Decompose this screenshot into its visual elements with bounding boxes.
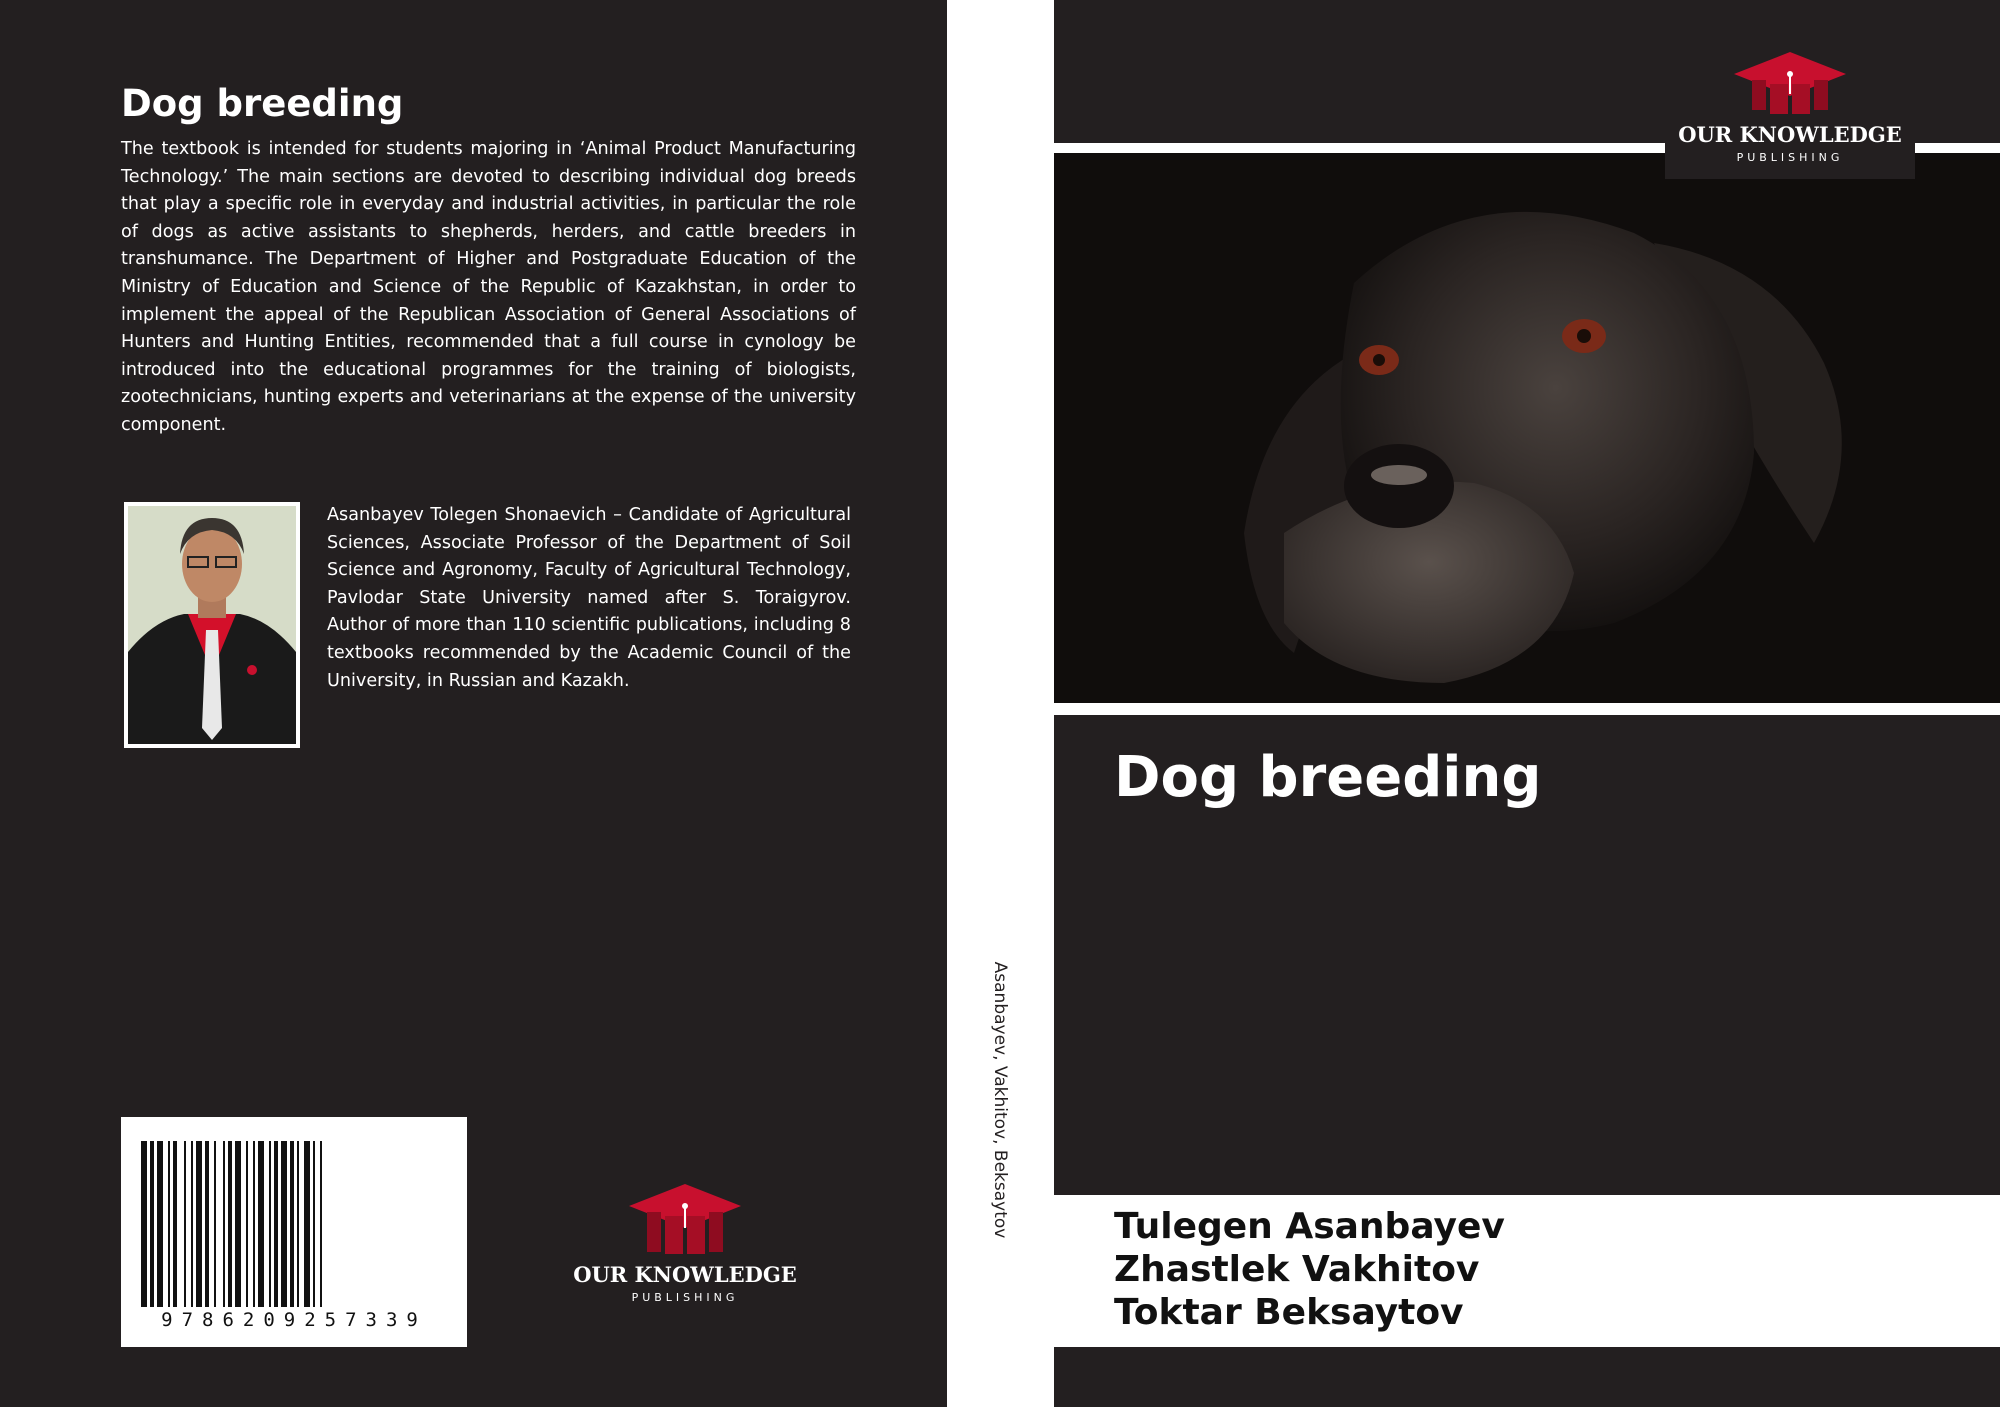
isbn-digits: 9786209257339 [161, 1309, 427, 1331]
barcode-bar [235, 1141, 241, 1307]
barcode-bar [258, 1141, 264, 1307]
barcode-bar [157, 1141, 163, 1307]
barcode-bar [173, 1141, 177, 1307]
barcode-bar [141, 1141, 147, 1307]
barcode-bar [150, 1141, 154, 1307]
barcode-bar [191, 1141, 193, 1307]
barcode-bar [313, 1141, 315, 1307]
barcode-bar [297, 1141, 299, 1307]
barcode-bar [228, 1141, 232, 1307]
author-name-2: Zhastlek Vakhitov [1114, 1249, 1480, 1290]
front-cover-title: Dog breeding [1114, 745, 1542, 810]
barcode-bar [205, 1141, 209, 1307]
author-bio: Asanbayev Tolegen Shonaevich – Candidate of Agricultural Sciences, Associate Professor of the Department of Soil Science and Agronomy, Faculty of Agricultural Technology, Pavlodar State University named after S. Toraigyrov. Author of more than 110 scientific publications, including 8 textbooks recommended by the Academic Council of the University, in Russian and Kazakh. [327, 505, 851, 691]
publisher-logo-front [1665, 40, 1915, 179]
spine-authors-label: Asanbayev, Vakhitov, Beksaytov [990, 961, 1010, 1239]
barcode-bar [320, 1141, 322, 1307]
barcode-bar [274, 1141, 278, 1307]
barcode-bar [304, 1141, 310, 1307]
publisher-subtitle: PUBLISHING [631, 1291, 739, 1304]
graduation-cap-icon [1730, 48, 1850, 126]
publisher-name: OUR KNOWLEDGE [573, 1262, 797, 1287]
barcode-bar [184, 1141, 186, 1307]
dog-photo [1054, 153, 2000, 703]
publisher-subtitle: PUBLISHING [1736, 151, 1844, 164]
isbn-barcode [121, 1117, 467, 1347]
back-cover-blurb: The textbook is intended for students majoring in ‘Animal Product Manufacturing Technology.’ The main sections are devoted to describing individual dog breeds that play a specific role in everyday and industrial activities, in particular the role of dogs as active assistants to shepherds, herders, and cattle breeders in transhumance. The Department of Higher and Postgraduate Education of the Ministry of Education and Science of the Republic of Kazakhstan, in order to implement the appeal of the Republican Association of General Associations of Hunters and Hunting Entities, recommended that a full course in cynology be introduced into the educational programmes for the training of biologists, zootechnicians, hunting experts and veterinarians at the expense of the university component. [121, 139, 856, 435]
barcode-bar [253, 1141, 255, 1307]
author-name-1: Tulegen Asanbayev [1114, 1206, 1505, 1247]
barcode-bar [196, 1141, 202, 1307]
barcode-bar [214, 1141, 216, 1307]
author-photo [124, 502, 300, 748]
publisher-name: OUR KNOWLEDGE [1678, 122, 1902, 147]
back-cover-title: Dog breeding [121, 82, 404, 125]
author-name-3: Toktar Beksaytov [1114, 1292, 1464, 1333]
graduation-cap-icon [625, 1180, 745, 1258]
barcode-bar [281, 1141, 287, 1307]
publisher-logo-back [565, 1180, 805, 1304]
barcode-bar [269, 1141, 271, 1307]
barcode-bar [168, 1141, 170, 1307]
barcode-bar [290, 1141, 294, 1307]
middle-divider-band [1054, 703, 2000, 715]
barcode-bar [223, 1141, 225, 1307]
barcode-bar [246, 1141, 248, 1307]
authors-band [1054, 1195, 2000, 1347]
